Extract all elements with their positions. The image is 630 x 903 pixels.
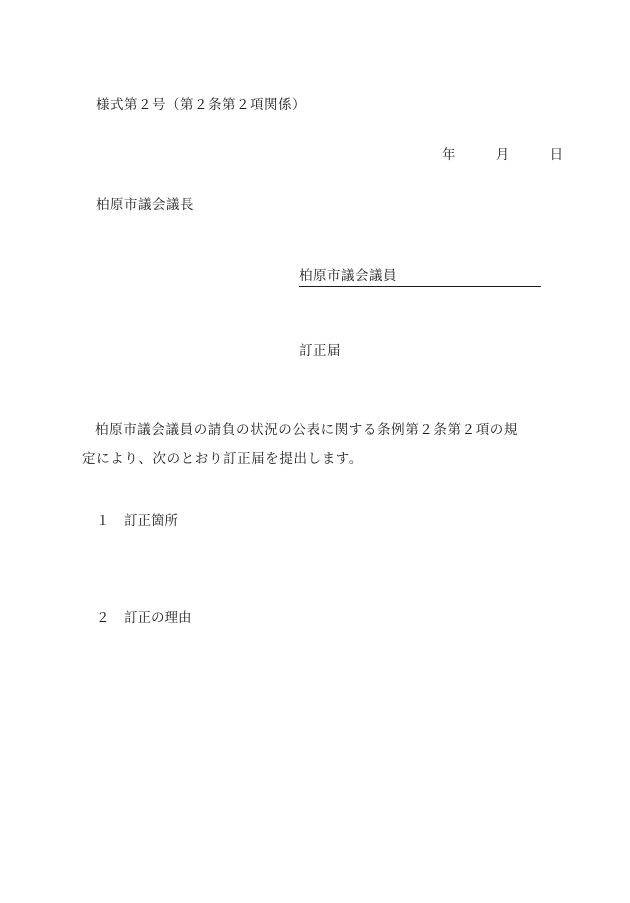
- body-line-2: 定により、次のとおり訂正届を提出します。: [82, 451, 363, 467]
- month-label: 月: [495, 147, 510, 163]
- body-paragraph: [82, 416, 550, 474]
- addressee: 柏原市議会議長: [96, 197, 194, 213]
- day-label: 日: [549, 147, 564, 163]
- year-label: 年: [442, 147, 456, 163]
- body-line-1: 柏原市議会議員の請負の状況の公表に関する条例第２条第２項の規: [95, 422, 518, 438]
- date-line: [442, 149, 563, 163]
- item-label: 訂正箇所: [124, 513, 178, 529]
- submitter-label: 柏原市議会議員: [299, 268, 397, 284]
- item-number: ２: [96, 610, 110, 626]
- item-label: 訂正の理由: [124, 610, 192, 626]
- list-item-correction-location: [96, 515, 178, 529]
- item-number: １: [96, 513, 110, 529]
- form-number: 様式第２号（第２条第２項関係）: [96, 97, 306, 113]
- document-title: 訂正届: [299, 343, 341, 359]
- list-item-correction-reason: [96, 612, 192, 626]
- submitter-signature-line: [299, 270, 541, 287]
